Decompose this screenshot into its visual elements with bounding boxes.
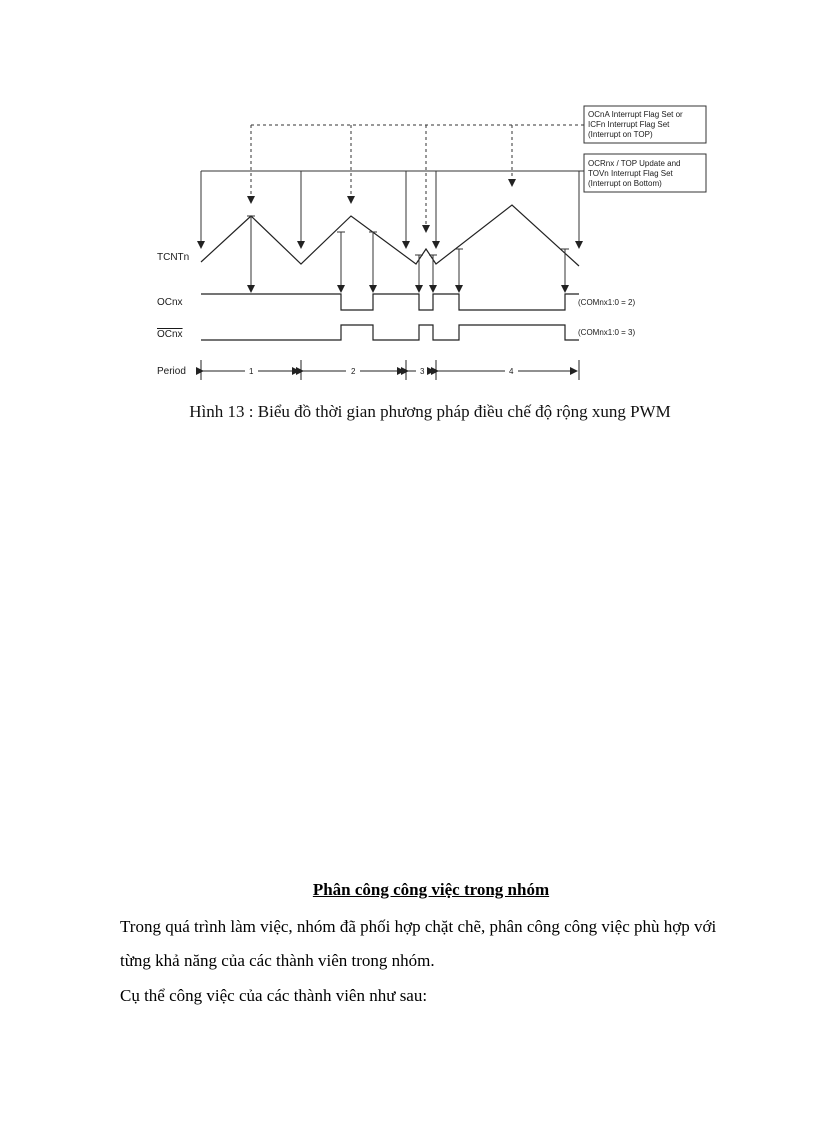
period-1: 1 (249, 367, 254, 376)
legend-top-line-2: ICFn Interrupt Flag Set (588, 120, 670, 129)
bottom-interrupt-lines (201, 171, 584, 248)
ocnx-label: OCnx (157, 297, 183, 308)
compare-drop-lines (251, 216, 565, 292)
legend-bottom-line-3: (Interrupt on Bottom) (588, 179, 662, 188)
legend-top-line-3: (Interrupt on TOP) (588, 130, 653, 139)
ocnx-inverted-waveform (201, 325, 579, 340)
legend-box-bottom (584, 154, 706, 192)
legend-bottom-line-1: OCRnx / TOP Update and (588, 159, 681, 168)
mode-label-non-inverting: (COMnx1:0 = 2) (578, 298, 636, 307)
legend-box-top (584, 106, 706, 143)
period-label: Period (157, 366, 186, 377)
ocnx-waveform (201, 294, 579, 310)
period-2: 2 (351, 367, 356, 376)
section-title: Phân công công việc trong nhóm (312, 880, 550, 899)
period-4: 4 (509, 367, 514, 376)
paragraph-detail: Cụ thể công việc của các thành viên như sau: (120, 986, 428, 1005)
compare-ticks (247, 216, 569, 255)
tcntn-label: TCNTn (157, 252, 190, 263)
figure-caption: Hình 13 : Biểu đồ thời gian phương pháp điều chế độ rộng xung PWM (189, 402, 671, 421)
pwm-timing-diagram (0, 0, 816, 400)
ocnx-inverted-label: OCnx (157, 329, 183, 340)
mode-label-inverting: (COMnx1:0 = 3) (578, 328, 636, 337)
paragraph-intro: Trong quá trình làm việc, nhóm đã phối hợp chặt chẽ, phân công công việc phù hợp với từng khả năng của các thành viên trong nhóm. (120, 917, 717, 970)
legend-top-line-1: OCnA Interrupt Flag Set or (588, 110, 683, 119)
legend-bottom-line-2: TOVn Interrupt Flag Set (588, 169, 673, 178)
period-3: 3 (420, 367, 425, 376)
tcntn-waveform (201, 205, 579, 266)
period-markers (201, 360, 579, 380)
